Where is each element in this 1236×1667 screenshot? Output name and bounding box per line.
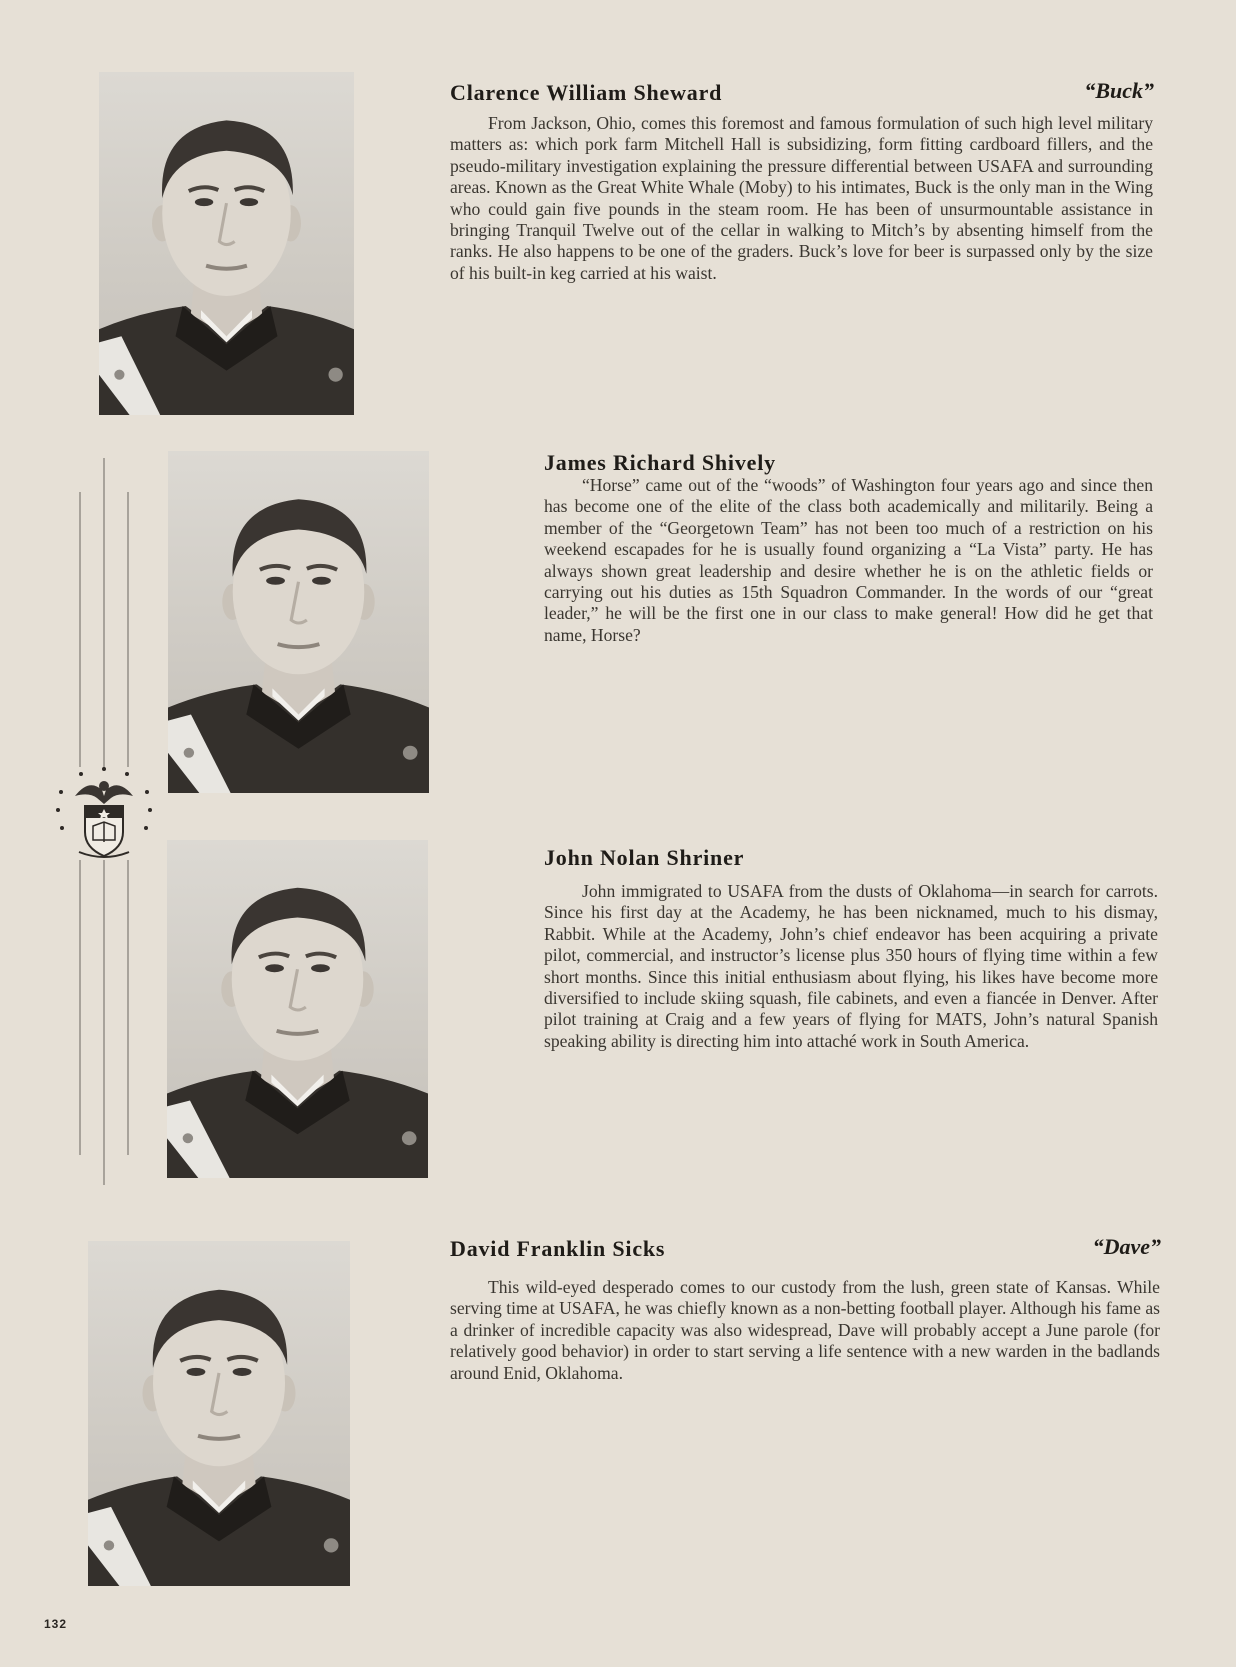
decorative-rule <box>127 492 129 767</box>
cadet-nickname: “Dave” <box>1092 1234 1161 1259</box>
page-number: 132 <box>44 1617 68 1631</box>
cadet-bio: From Jackson, Ohio, comes this foremost and famous formulation of such high level military matters as: which pork farm Mitchell Hall is subsidizing, form fitting cardboard fillers, and the pseudo-military investigation explaining the pressure differential between USAFA and surrounding areas. Known as the Great White Whale (Moby) to his intimates, Buck is the only man in the Wing who could gain five pounds in the steam room. He has been of unsurmountable assistance in bringing Tranquil Twelve out of the cellar in walking to Mitch’s by absenting himself from the ranks. He also happens to be one of the graders. Buck’s love for beer is surpassed only by the size of his built-in keg carried at his waist. <box>450 113 1153 283</box>
cadet-name: Clarence William Sheward <box>450 80 723 105</box>
cadet-name: David Franklin Sicks <box>450 1236 666 1261</box>
cadet-nickname: “Buck” <box>1084 78 1154 103</box>
cadet-name: James Richard Shively <box>544 450 776 475</box>
decorative-rule <box>103 458 105 768</box>
cadet-bio: John immigrated to USAFA from the dusts of Oklahoma—in search for carrots. Since his first day at the Academy, he has been nicknamed, much to his dismay, Rabbit. While at the Academy, John’s chief endeavor has been acquiring a private pilot, commercial, and instructor’s license plus 350 hours of flying time within a few short months. Since this initial enthusiasm about flying, his likes have become more diversified to include skiing squash, file cabinets, and even a fiancée in Denver. After pilot training at Craig and a few years of flying for MATS, John’s natural Spanish speaking ability is directing him into attaché work in South America. <box>544 881 1158 1051</box>
portrait-photo-shively <box>168 451 429 793</box>
decorative-rule <box>103 860 105 1185</box>
cadet-name: John Nolan Shriner <box>544 845 745 870</box>
cadet-bio: “Horse” came out of the “woods” of Washington four years ago and since then has become one of the elite of the class both academically and militarily. Being a member of the “Georgetown Team” has not been too much of a restriction on his weekend escapades for he is usually found organizing a “La Vista” party. He has always shown great leadership and desire whether he is on the athletic fields or carrying out his duties as 15th Squadron Commander. In the words of our “great leader,” he will be the first one in our class to make general! How did he get that name, Horse? <box>544 475 1153 645</box>
portrait-photo-shriner <box>167 840 428 1178</box>
decorative-rule <box>79 492 81 767</box>
decorative-rule <box>79 860 81 1155</box>
portrait-photo-sheward <box>99 72 354 415</box>
academy-crest-icon <box>55 766 153 864</box>
cadet-bio: This wild-eyed desperado comes to our custody from the lush, green state of Kansas. While serving time at USAFA, he was chiefly known as a non-betting football player. Although his fame as a drinker of incredible capacity was also widespread, Dave will probably accept a June parole (for relatively good behavior) in order to start serving a life sentence with a new warden in the badlands around Enid, Oklahoma. <box>450 1277 1160 1383</box>
portrait-photo-sicks <box>88 1241 350 1586</box>
decorative-rule <box>127 860 129 1155</box>
